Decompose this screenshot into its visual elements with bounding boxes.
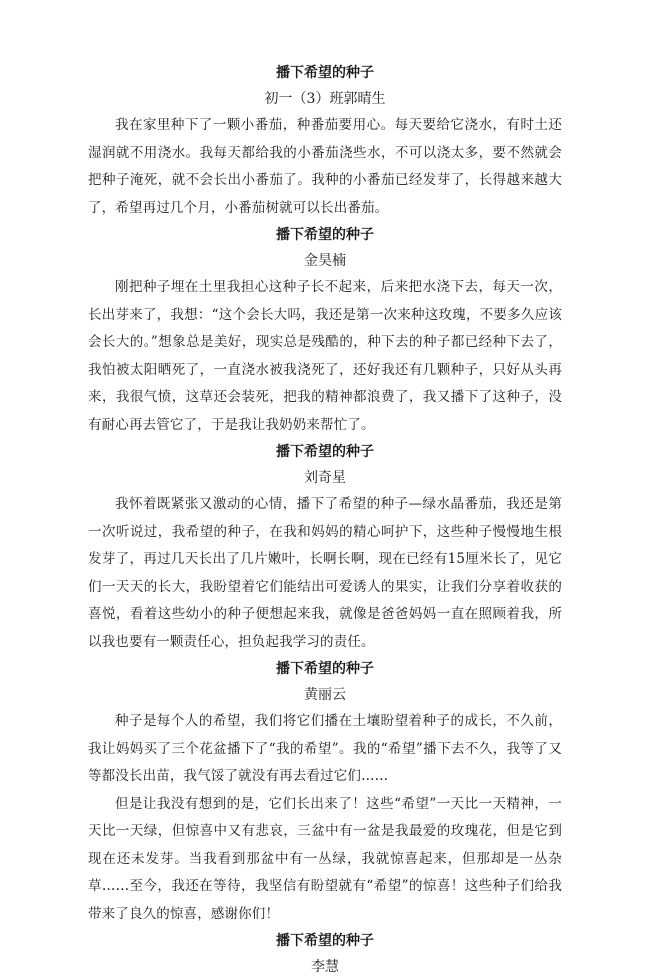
- essay-5: [88, 928, 562, 980]
- essay-title: 播下希望的种子: [276, 933, 374, 949]
- essay-title: 播下希望的种子: [276, 227, 374, 243]
- essay-title: 播下希望的种子: [276, 661, 374, 677]
- essay-author: 金昊楠: [304, 253, 346, 269]
- essay-title: 播下希望的种子: [276, 444, 374, 460]
- essay-title: 播下希望的种子: [276, 65, 374, 81]
- essay-4: [88, 656, 562, 928]
- essay-paragraph: 但是让我没有想到的是，它们长出来了！这些“希望”一天比一天精神，一天比一天绿，但惊喜中又有悲哀，三盆中有一盆是我最爱的玫瑰花，但是它到现在还未发芽。当我看到那盆中有一丛绿，我就惊喜起来，但那却是一丛杂草……至今，我还在等待，我坚信有盼望就有“希望”的惊喜！这些种子们给我带来了良久的惊喜，感谢你们！: [88, 795, 562, 922]
- essay-1: [88, 60, 562, 222]
- essay-paragraph: 我在家里种下了一颗小番茄，种番茄要用心。每天要给它浇水，有时土还湿润就不用浇水。我每天都给我的小番茄浇些水，不可以浇太多，要不然就会把种子淹死，就不会长出小番茄了。我种的小番茄已经发芽了，长得越来越大了，希望再过几个月，小番茄树就可以长出番茄。: [88, 117, 562, 216]
- essay-author: 黄丽云: [304, 687, 346, 703]
- essay-2: [88, 222, 562, 439]
- essay-paragraph: 我怀着既紧张又激动的心情，播下了希望的种子—绿水晶番茄，我还是第一次听说过，我希望的种子，在我和妈妈的精心呵护下，这些种子慢慢地生根发芽了，再过几天长出了几片嫩叶，长啊长啊，现在已经有15厘米长了，见它们一天天的长大，我盼望着它们能结出可爱诱人的果实，让我们分享着收获的喜悦，看着这些幼小的种子便想起来我，就像是爸爸妈妈一直在照顾着我，所以我也要有一颗责任心，担负起我学习的责任。: [88, 496, 562, 650]
- essay-paragraph: 刚把种子埋在土里我担心这种子长不起来，后来把水浇下去，每天一次，长出芽来了，我想：“这个会长大吗，我还是第一次来种这玫瑰，不要多久应该会长大的。”想象总是美好，现实总是残酷的，种下去的种子都已经种下去了，我怕被太阳晒死了，一直浇水被我浇死了，还好我还有几颗种子，只好从头再来，我很气愤，这草还会装死，把我的精神都浪费了，我又播下了这种子，没有耐心再去管它了，于是我让我奶奶来帮忙了。: [88, 279, 562, 433]
- essay-3: [88, 439, 562, 656]
- essay-paragraph: 种子是每个人的希望，我们将它们播在土壤盼望着种子的成长，不久前，我让妈妈买了三个花盆播下了“我的希望”。我的“希望”播下去不久，我等了又等都没长出苗，我气馁了就没有再去看过它们……: [88, 713, 562, 784]
- essay-author: 李慧: [311, 959, 339, 975]
- essay-author: 刘奇星: [304, 470, 346, 486]
- essay-author: 初一（3）班郭晴生: [264, 91, 386, 107]
